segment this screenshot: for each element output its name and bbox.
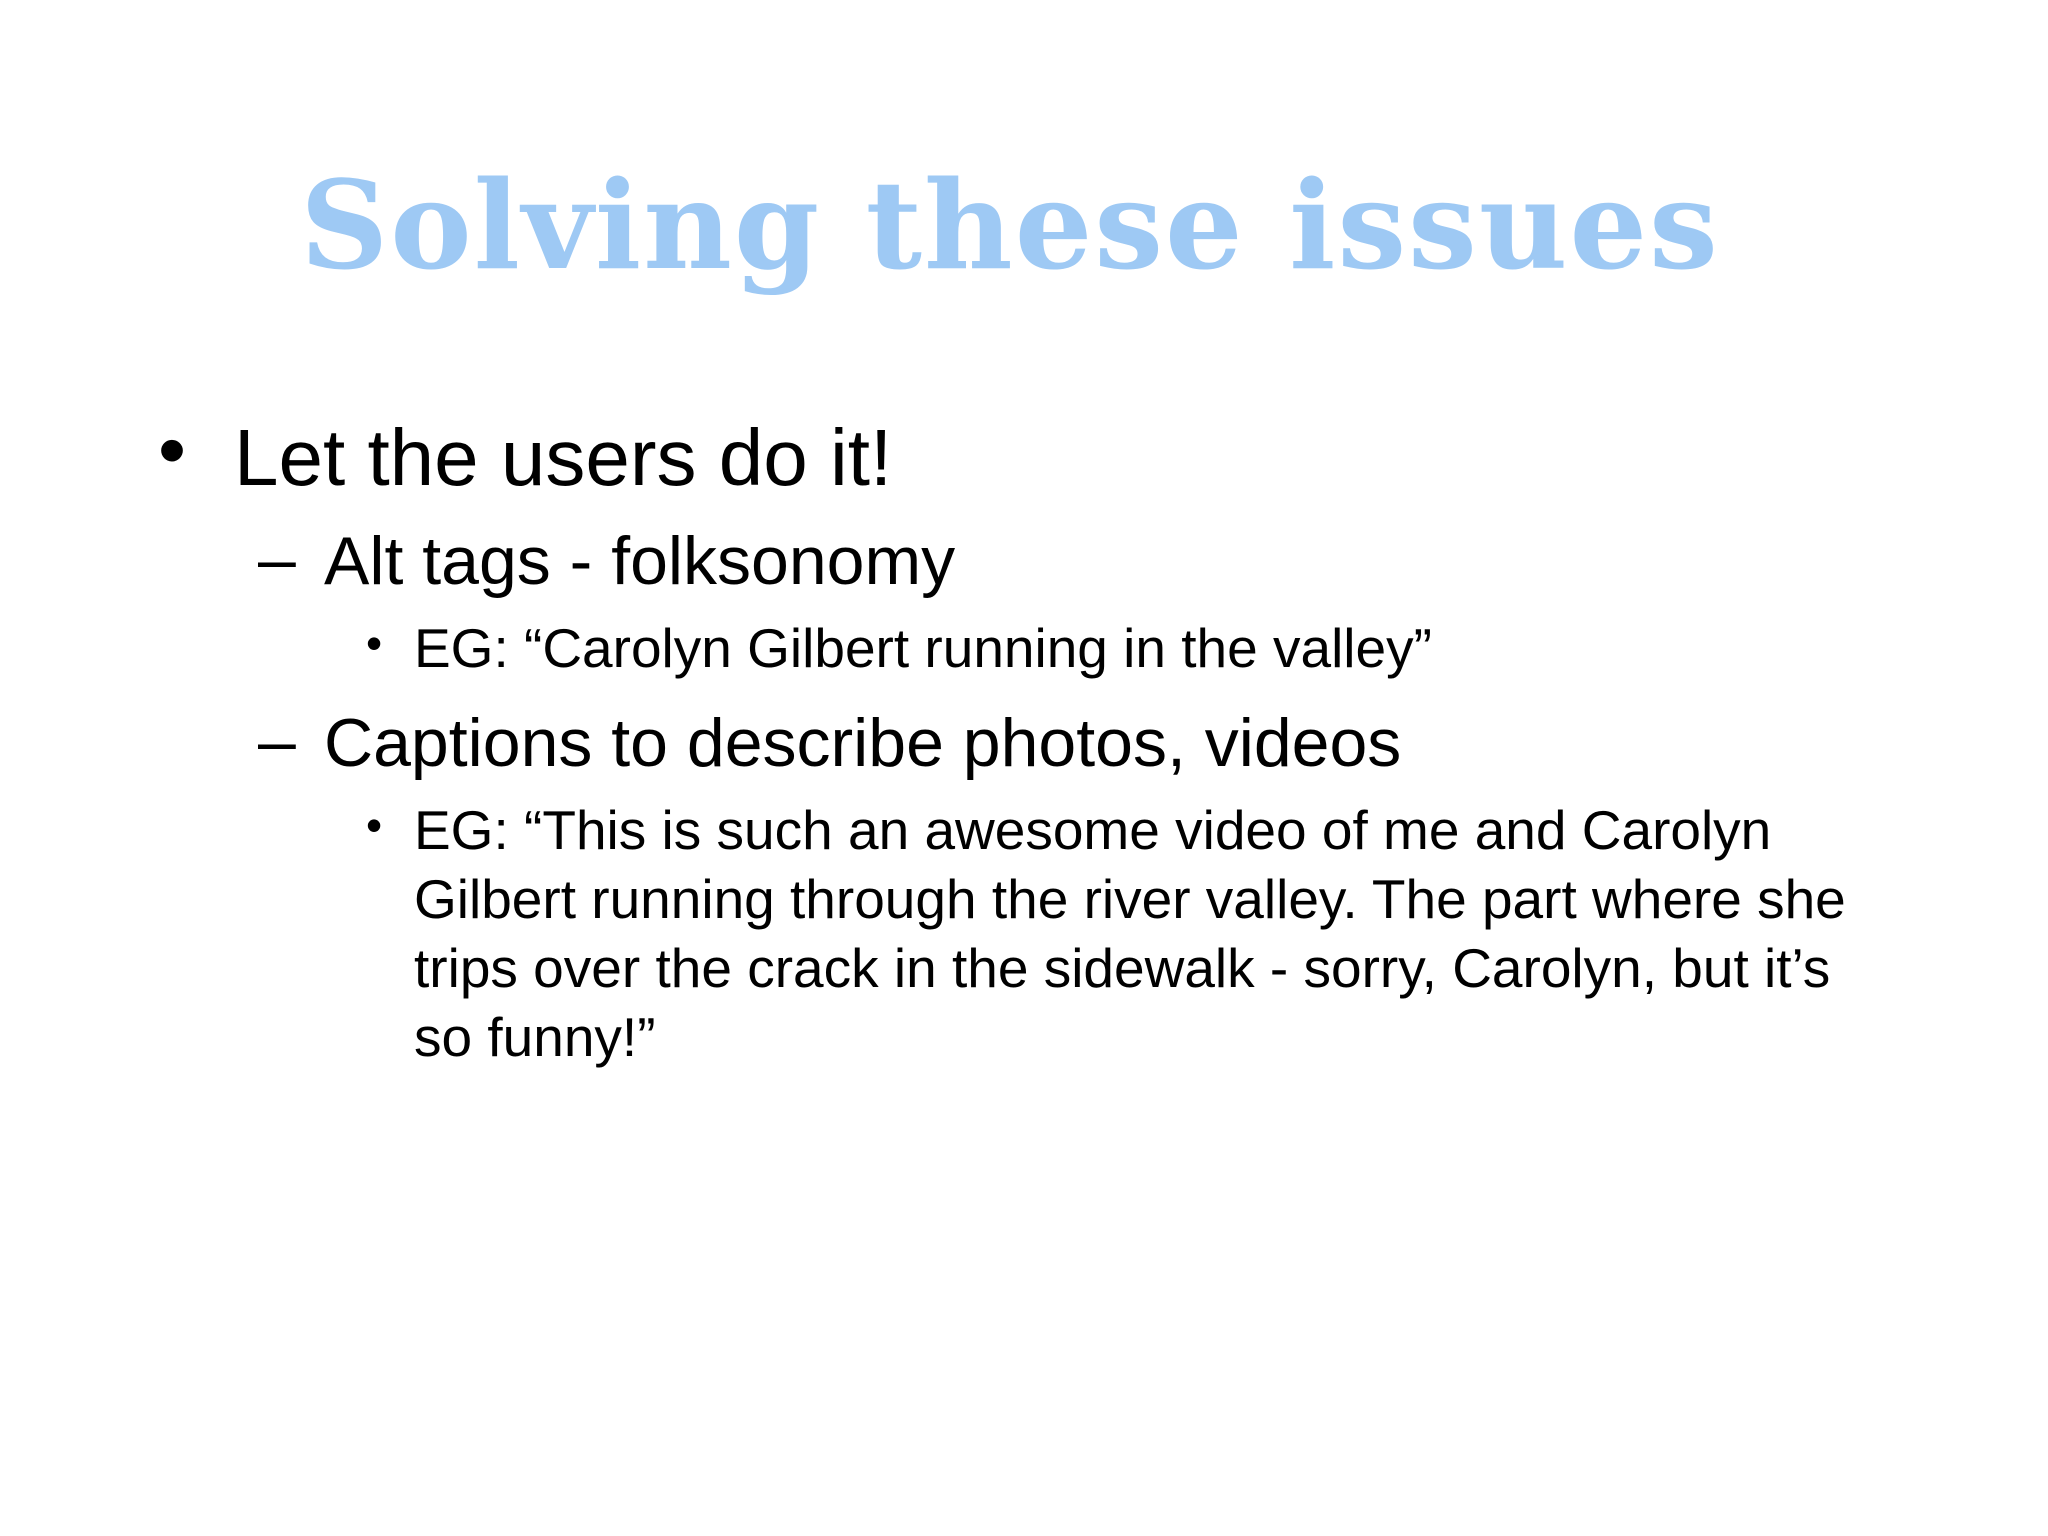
slide-title: Solving these issues (300, 153, 1720, 297)
bullet-level2-alt-tags (258, 520, 1918, 602)
bullet-text: EG: “This is such an awesome video of me and Carolyn Gilbert running through the river valley. The part where she trips over the crack in the sidewalk - sorry, Carolyn, but it’s so funny!” (414, 799, 1846, 1068)
dash-marker: – (258, 703, 296, 779)
bullet-text: Alt tags - folksonomy (324, 523, 956, 599)
bullet-text: Captions to describe photos, videos (324, 705, 1402, 781)
bullet-level1 (158, 405, 1918, 506)
bullet-marker: • (366, 799, 383, 851)
bullet-marker: • (158, 405, 187, 494)
bullet-text: EG: “Carolyn Gilbert running in the valley” (414, 617, 1432, 679)
bullet-level3-example-caption (366, 796, 1856, 1072)
bullet-level2-captions (258, 702, 1918, 784)
bullet-level3-example-alt (366, 614, 1856, 683)
dash-marker: – (258, 521, 296, 597)
bullet-text: Let the users do it! (234, 413, 893, 502)
bullet-marker: • (366, 617, 383, 669)
